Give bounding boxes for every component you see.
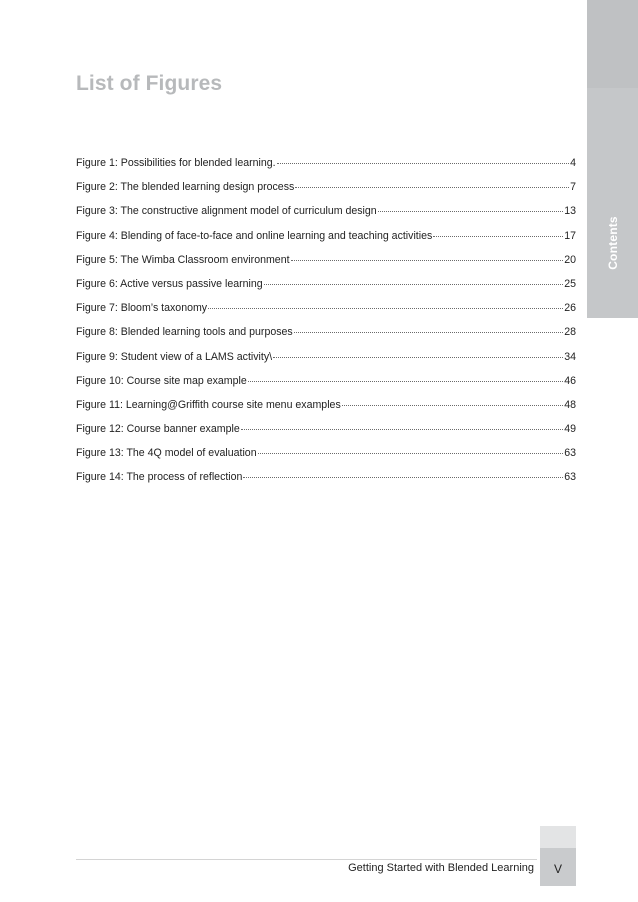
page-number: V [553, 862, 562, 876]
figure-entry[interactable] [76, 278, 576, 302]
figure-page-number: 28 [564, 326, 576, 339]
leader-dots [433, 236, 563, 237]
figure-page-number: 63 [564, 471, 576, 484]
leader-dots [294, 332, 563, 333]
figure-entry[interactable] [76, 157, 576, 181]
leader-dots [342, 405, 563, 406]
figure-label: Figure 2: The blended learning design process [76, 181, 295, 194]
figure-page-number: 25 [564, 277, 576, 290]
figure-entry[interactable] [76, 351, 576, 375]
leader-dots [208, 308, 563, 309]
figure-page-number: 20 [564, 253, 576, 266]
figure-entry[interactable] [76, 254, 576, 278]
leader-dots [378, 211, 564, 212]
figure-label: Figure 7: Bloom’s taxonomy [76, 302, 208, 315]
footer-rule [76, 859, 537, 860]
figure-label: Figure 5: The Wimba Classroom environment [76, 253, 290, 266]
side-tab-top-band [587, 0, 638, 88]
page-number-box-top [540, 826, 576, 848]
figure-entry[interactable] [76, 205, 576, 229]
leader-dots [241, 429, 563, 430]
figure-entry[interactable] [76, 399, 576, 423]
figure-page-number: 46 [564, 374, 576, 387]
figure-page-number: 13 [564, 205, 576, 218]
figure-list [76, 157, 576, 496]
figure-label: Figure 13: The 4Q model of evaluation [76, 447, 257, 460]
figure-label: Figure 1: Possibilities for blended learning. [76, 157, 276, 169]
figure-label: Figure 12: Course banner example [76, 423, 240, 436]
figure-page-number: 17 [564, 229, 576, 242]
figure-page-number: 48 [564, 398, 576, 411]
footer-title: Getting Started with Blended Learning [348, 862, 534, 874]
figure-label: Figure 11: Learning@Griffith course site menu examples [76, 398, 341, 411]
leader-dots [295, 187, 569, 188]
leader-dots [273, 357, 563, 358]
figure-label: Figure 8: Blended learning tools and purposes [76, 326, 293, 339]
leader-dots [258, 453, 564, 454]
page-title: List of Figures [76, 72, 223, 95]
figure-page-number: 26 [564, 302, 576, 315]
figure-page-number: 49 [564, 423, 576, 436]
figure-page-number: 7 [570, 181, 576, 194]
figure-entry[interactable] [76, 375, 576, 399]
figure-entry[interactable] [76, 447, 576, 471]
figure-label: Figure 14: The process of reflection [76, 471, 243, 484]
figure-page-number: 34 [564, 350, 576, 363]
figure-page-number: 4 [570, 157, 576, 169]
figure-label: Figure 10: Course site map example [76, 374, 247, 387]
side-tab-label [598, 215, 628, 271]
figure-entry[interactable] [76, 423, 576, 447]
leader-dots [248, 381, 563, 382]
figure-page-number: 63 [564, 447, 576, 460]
figure-entry[interactable] [76, 471, 576, 495]
figure-label: Figure 9: Student view of a LAMS activity\ [76, 350, 273, 363]
figure-entry[interactable] [76, 181, 576, 205]
figure-label: Figure 3: The constructive alignment model of curriculum design [76, 205, 377, 218]
contents-tab-text: Contents [606, 216, 621, 270]
figure-label: Figure 4: Blending of face-to-face and online learning and teaching activities [76, 229, 433, 242]
figure-entry[interactable] [76, 326, 576, 350]
leader-dots [264, 284, 564, 285]
leader-dots [291, 260, 564, 261]
figure-label: Figure 6: Active versus passive learning [76, 277, 263, 290]
figure-entry[interactable] [76, 230, 576, 254]
figure-entry[interactable] [76, 302, 576, 326]
leader-dots [277, 163, 569, 164]
leader-dots [243, 477, 563, 478]
